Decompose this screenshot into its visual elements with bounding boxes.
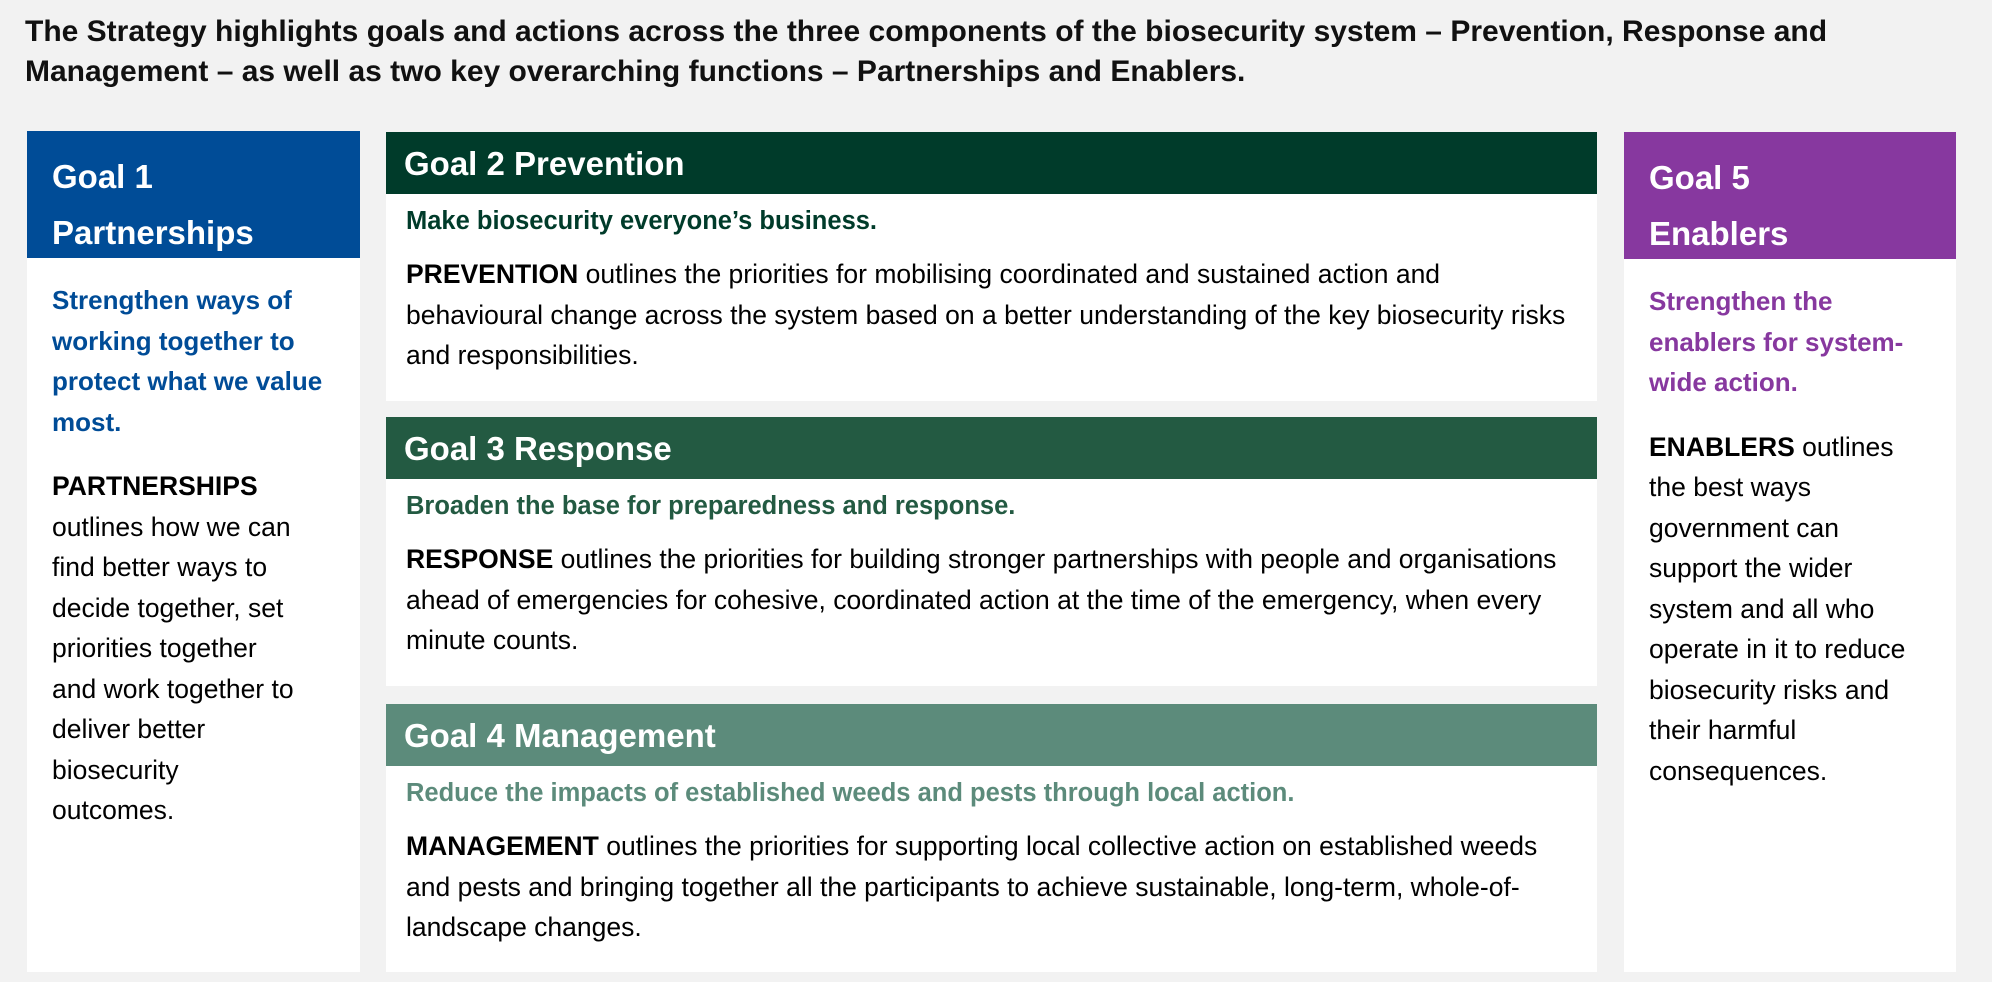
goal-2-lead: Make biosecurity everyone’s business.	[406, 207, 878, 235]
goal-3-body	[386, 521, 1597, 661]
goal-4-lead: Reduce the impacts of established weeds and pests through local action.	[406, 779, 1295, 807]
goal-5-lead: Strengthen the enablers for system-wide action.	[1649, 286, 1904, 397]
goal-5-name: Enablers	[1649, 215, 1789, 252]
goal-5-body	[1624, 403, 1956, 792]
goal-1-card	[27, 131, 360, 972]
goal-5-text: outlines the best ways government can support the wider system and all who operate in it to reduce biosecurity risks and their harmful consequences.	[1649, 431, 1906, 786]
goal-2-keyword: PREVENTION	[406, 259, 579, 289]
goal-3-text: outlines the priorities for building stronger partnerships with people and organisations ahead of emergencies for cohesive, coordinated action at the time of the emergency, when every minute counts.	[406, 544, 1557, 655]
goal-5-header	[1624, 132, 1956, 259]
intro-heading: The Strategy highlights goals and actions across the three components of the biosecurity system – Prevention, Response and Management – as well as two key overarching functions – Partnerships and Enablers.	[25, 15, 1828, 88]
goal-5-keyword: ENABLERS	[1649, 431, 1795, 462]
goal-3-header: Goal 3 Response	[386, 417, 1597, 479]
goal-4-body	[386, 808, 1597, 948]
goal-2-body	[386, 236, 1597, 376]
goal-3-keyword: RESPONSE	[406, 544, 554, 574]
goal-4-header: Goal 4 Management	[386, 704, 1597, 766]
goal-1-header	[27, 131, 360, 258]
goal-2-text: outlines the priorities for mobilising coordinated and sustained action and behavioural change across the system based on a better understanding of the key biosecurity risks and responsibilities.	[406, 259, 1566, 370]
goal-4-card	[386, 704, 1597, 972]
goal-1-body	[27, 442, 360, 831]
goal-3-lead: Broaden the base for preparedness and response.	[406, 492, 1016, 520]
goal-1-lead: Strengthen ways of working together to protect what we value most.	[52, 285, 323, 437]
goal-5-card	[1624, 132, 1956, 972]
goal-4-text: outlines the priorities for supporting local collective action on established weeds and pests and bringing together all the participants to achieve sustainable, long-term, whole-of-landscape changes.	[406, 831, 1538, 942]
goal-1-number: Goal 1	[52, 158, 153, 195]
goal-2-card	[386, 132, 1597, 401]
goal-5-number: Goal 5	[1649, 159, 1750, 196]
goal-1-name: Partnerships	[52, 214, 254, 251]
goal-3-card	[386, 417, 1597, 686]
goal-1-text: outlines how we can find better ways to decide together, set priorities together and work together to deliver better biosecurity outcomes.	[52, 511, 294, 825]
goal-4-keyword: MANAGEMENT	[406, 831, 599, 861]
goal-2-header: Goal 2 Prevention	[386, 132, 1597, 194]
goal-1-keyword: PARTNERSHIPS	[52, 471, 258, 501]
